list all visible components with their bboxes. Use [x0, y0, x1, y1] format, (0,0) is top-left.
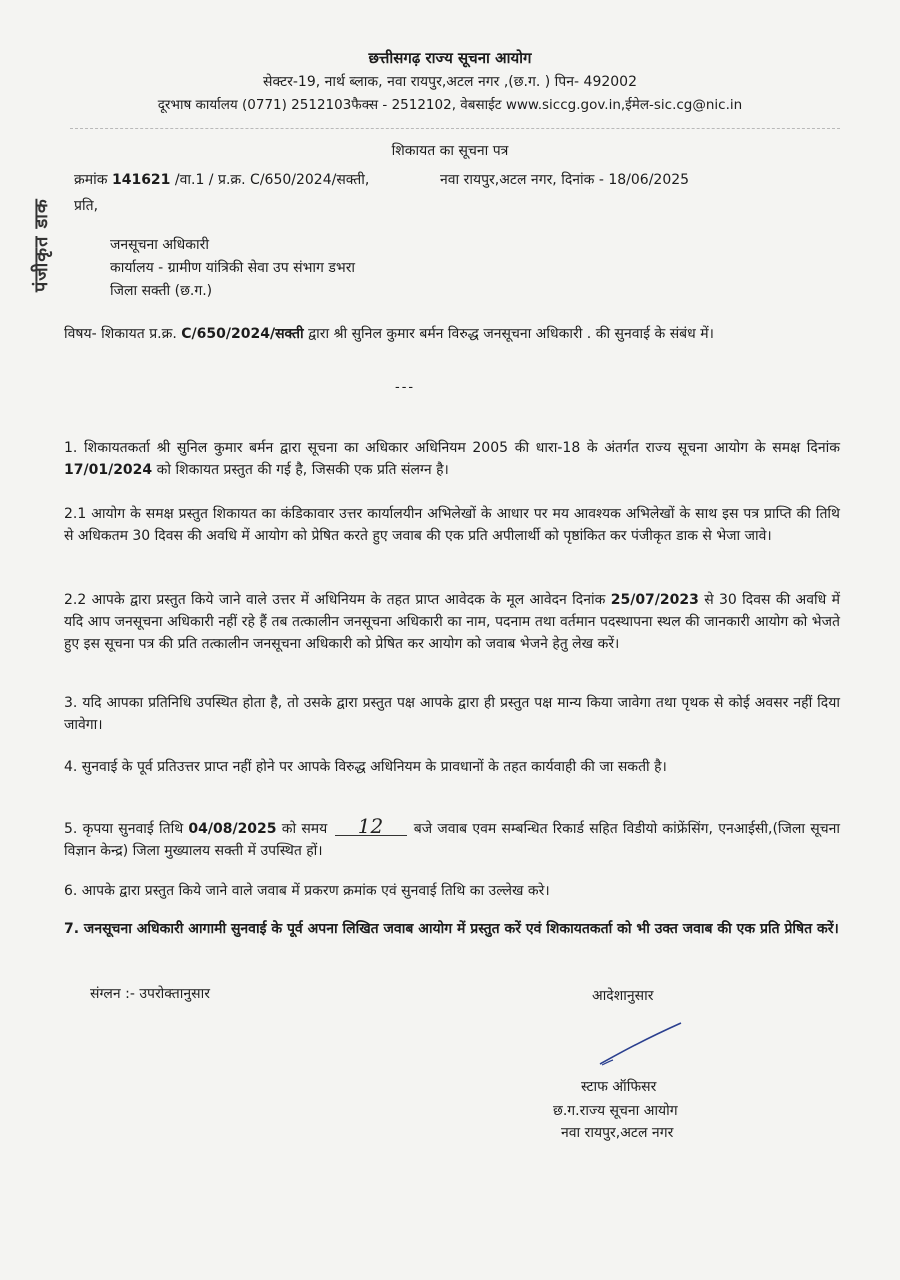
org-name: छत्तीसगढ़ राज्य सूचना आयोग: [368, 49, 532, 67]
p1-date: 17/01/2024: [64, 462, 153, 478]
signatory-place: नवा रायपुर,अटल नगर: [561, 1125, 674, 1141]
paragraph-4: 4. सुनवाई के पूर्व प्रतिउत्तर प्राप्त नहीं होने पर आपके विरुद्ध अधिनियम के प्रावधानों के तहत कार्यवाही की जा सकती है।: [64, 759, 667, 775]
reference-no: 141621: [111, 172, 171, 188]
addressee-district: जिला सक्ती (छ.ग.): [110, 283, 213, 299]
paragraph-2-2: [64, 589, 840, 655]
reference-number: [74, 170, 369, 189]
paragraph-3: 3. यदि आपका प्रतिनिधि उपस्थित होता है, तो उसके द्वारा प्रस्तुत पक्ष आपके द्वारा ही प्रस्तुत पक्ष मान्य किया जावेगा तथा पृथक से कोई अवसर नहीं दिया जावेगा।: [64, 695, 840, 733]
signatory-designation: स्टाफ ऑफिसर: [581, 1079, 657, 1095]
order-note: आदेशानुसार: [592, 988, 654, 1004]
paragraph-1: [64, 437, 840, 481]
header-divider: [70, 128, 840, 129]
signatory-org: छ.ग.राज्य सूचना आयोग: [553, 1103, 678, 1119]
reference-label: क्रमांक: [74, 172, 108, 188]
subject-case-no: C/650/2024/सक्ती: [181, 326, 304, 342]
p5-text-end: बजे जवाब एवम सम्बन्धित रिकार्ड सहित विडीयो कांफ्रेंसिंग, एनआईसी,(जिला सूचना विज्ञान केन्द्र) जिला मुख्यालय सक्ती में उपस्थित हों।: [64, 821, 841, 859]
paragraph-2-1: 2.1 आयोग के समक्ष प्रस्तुत शिकायत का कंडिकावार उत्तर कार्यालयीन अभिलेखों के आधार पर मय आवश्यक अभिलेखों के साथ इस पत्र प्राप्ति की तिथि से अधिकतम 30 दिवस की अवधि में आयोग को प्रेषित करते हुए जवाब की एक प्रति अपीलार्थी को पृष्ठांकित कर पंजीकृत डाक से भेजा जावे।: [64, 506, 840, 544]
org-contact: दूरभाष कार्यालय (0771) 2512103फैक्स - 2512102, वेबसाईट www.siccg.gov.in,ईमेल-sic.cg@nic.in: [157, 97, 743, 113]
p5-date: 04/08/2025: [188, 821, 277, 837]
signature-mark: [598, 1020, 683, 1068]
p1-text-end: को शिकायत प्रस्तुत की गई है, जिसकी एक प्रति संलग्न है।: [156, 462, 449, 478]
paragraph-6: 6. आपके द्वारा प्रस्तुत किये जाने वाले जवाब में प्रकरण क्रमांक एवं सुनवाई तिथि का उल्लेख करे।: [64, 883, 550, 899]
p5-text-mid: को समय: [281, 821, 328, 837]
paragraph-7: 7. जनसूचना अधिकारी आगामी सुनवाई के पूर्व अपना लिखित जवाब आयोग में प्रस्तुत करें एवं शिकायतकर्ता को भी उक्त जवाब की एक प्रति प्रेषित करें।: [64, 921, 839, 937]
addressee-office: कार्यालय - ग्रामीण यांत्रिकी सेवा उप संभाग डभरा: [110, 260, 356, 276]
subject: [64, 323, 840, 345]
subject-prefix: विषय- शिकायत प्र.क्र.: [64, 326, 177, 342]
p2-2-text: 2.2 आपके द्वारा प्रस्तुत किये जाने वाले उत्तर में अधिनियम के तहत प्राप्त आवेदक के मूल आवेदन दिनांक: [64, 592, 606, 608]
subject-rest: द्वारा श्री सुनिल कुमार बर्मन विरुद्ध जनसूचना अधिकारी . की सुनवाई के संबंध में।: [308, 326, 714, 342]
document-title: शिकायत का सूचना पत्र: [391, 143, 509, 159]
p1-text: 1. शिकायतकर्ता श्री सुनिल कुमार बर्मन द्वारा सूचना का अधिकार अधिनियम 2005 की धारा-18 के अंतर्गत राज्य सूचना आयोग के समक्ष दिनांक: [64, 440, 840, 456]
enclosure: संग्लन :- उपरोक्तानुसार: [90, 986, 211, 1002]
prati-label: प्रति,: [74, 198, 99, 214]
org-address: सेक्टर-19, नार्थ ब्लाक, नवा रायपुर,अटल नगर ,(छ.ग. ) पिन- 492002: [263, 74, 637, 90]
separator: ---: [395, 380, 416, 395]
addressee-title: जनसूचना अधिकारी: [110, 237, 210, 253]
p5-text: 5. कृपया सुनवाई तिथि: [64, 821, 184, 837]
registered-post-stamp: पंजीकृत डाक: [31, 198, 52, 292]
p2-2-date: 25/07/2023: [610, 592, 699, 608]
p2-2-text-end: से 30 दिवस की अवधि में यदि आप जनसूचना अधिकारी नहीं रहे हैं तब तत्कालीन जनसूचना अधिकारी का नाम, पदनाम तथा वर्तमान पदस्थापना स्थल की जानकारी आयोग को भेजते हुए इस सूचना पत्र की प्रति तत्कालीन जनसूचना अधिकारी को प्रेषित कर आयोग को जवाब भेजने हेतु लेख करें।: [64, 592, 840, 652]
paragraph-5: [64, 814, 841, 862]
place-date: नवा रायपुर,अटल नगर, दिनांक - 18/06/2025: [440, 172, 690, 188]
reference-rest: /वा.1 / प्र.क्र. C/650/2024/सक्ती,: [174, 172, 370, 188]
handwritten-time: 12: [335, 817, 407, 836]
